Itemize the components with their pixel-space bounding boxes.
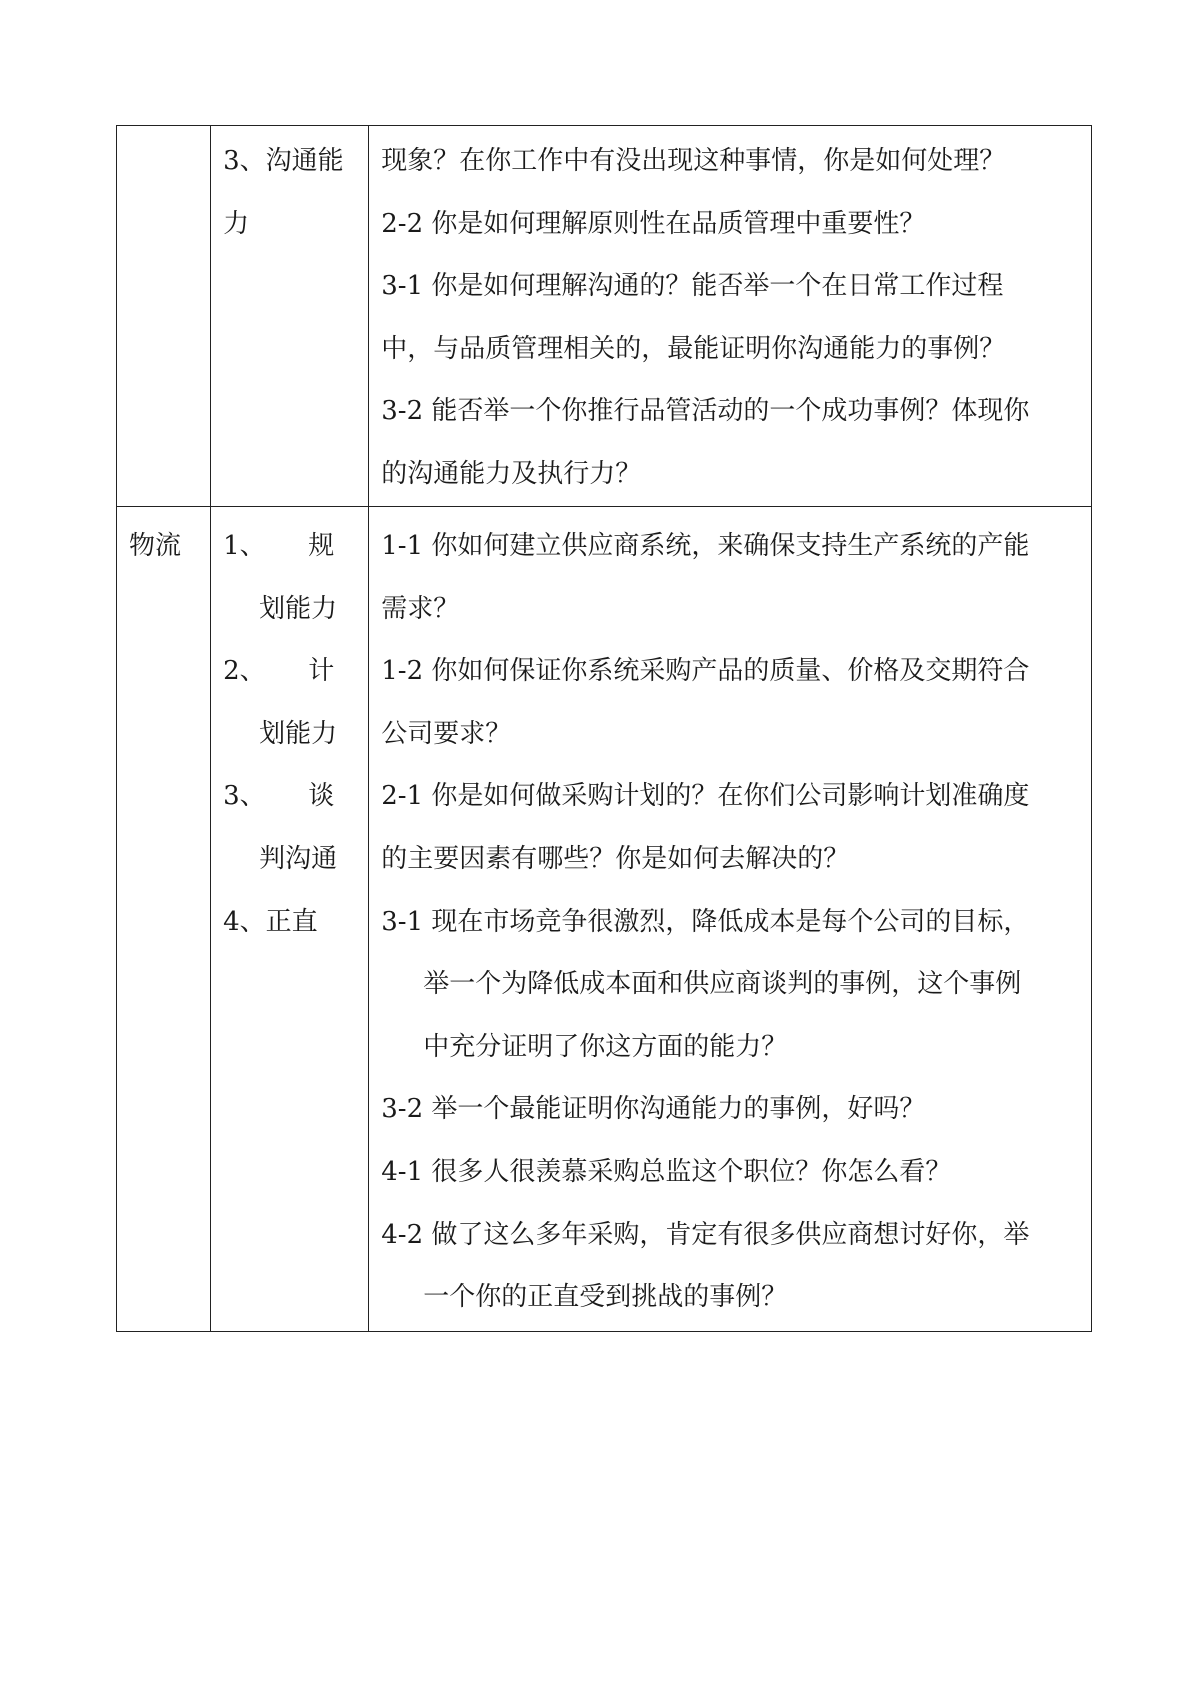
question-line: 4-1 很多人很羡慕采购总监这个职位？你怎么看？ <box>381 1156 952 1187</box>
competency-word: 谈 <box>308 781 335 812</box>
question-line: 中充分证明了你这方面的能力？ <box>423 1031 788 1062</box>
question-line: 一个你的正直受到挑战的事例？ <box>423 1282 788 1313</box>
competency-number: 1、 <box>223 531 266 561</box>
category-cell <box>117 126 211 507</box>
table-row <box>117 126 1092 507</box>
question-line: 3-2 能否举一个你推行品管活动的一个成功事例？体现你 <box>381 396 1030 427</box>
question-line: 的沟通能力及执行力？ <box>381 458 642 489</box>
competency-line <box>211 515 368 578</box>
competency-line: 4、正直 <box>223 906 318 937</box>
question-line: 2-1 你是如何做采购计划的？在你们公司影响计划准确度 <box>381 781 1030 812</box>
question-line: 中，与品质管理相关的，最能证明你沟通能力的事例？ <box>381 333 1006 364</box>
competency-cell <box>211 507 369 1332</box>
question-line: 3-2 举一个最能证明你沟通能力的事例，好吗？ <box>381 1094 926 1125</box>
competency-word: 规 <box>308 531 335 561</box>
question-line: 的主要因素有哪些？你是如何去解决的？ <box>381 843 850 874</box>
question-line: 需求？ <box>381 593 460 624</box>
question-line: 公司要求？ <box>381 718 512 749</box>
question-line: 3-1 现在市场竞争很激烈，降低成本是每个公司的目标， <box>381 906 1030 937</box>
category-cell <box>117 507 211 1332</box>
questions-cell <box>369 507 1092 1332</box>
question-line: 2-2 你是如何理解原则性在品质管理中重要性？ <box>381 208 926 239</box>
interview-questions-table <box>116 125 1092 1332</box>
competency-line: 3、沟通能 <box>223 146 344 176</box>
competency-number: 3、 <box>223 781 266 812</box>
question-line: 举一个为降低成本面和供应商谈判的事例，这个事例 <box>423 969 1022 1000</box>
competency-word: 计 <box>308 656 335 687</box>
competency-line: 划能力 <box>259 718 338 749</box>
competency-line: 划能力 <box>259 593 338 624</box>
question-line: 3-1 你是如何理解沟通的？能否举一个在日常工作过程 <box>381 271 1004 302</box>
table-row <box>117 507 1092 1332</box>
competency-line <box>211 765 368 828</box>
questions-cell <box>369 126 1092 507</box>
competency-line: 力 <box>223 208 250 239</box>
question-line: 4-2 做了这么多年采购，肯定有很多供应商想讨好你，举 <box>381 1219 1030 1250</box>
competency-cell <box>211 126 369 507</box>
question-line: 1-2 你如何保证你系统采购产品的质量、价格及交期符合 <box>381 656 1030 687</box>
competency-number: 2、 <box>223 656 266 687</box>
competency-line: 判沟通 <box>259 843 338 874</box>
competency-line <box>211 640 368 703</box>
category-label: 物流 <box>129 531 182 561</box>
question-line: 现象？在你工作中有没出现这种事情，你是如何处理？ <box>381 146 1006 176</box>
question-line: 1-1 你如何建立供应商系统，来确保支持生产系统的产能 <box>381 531 1030 561</box>
